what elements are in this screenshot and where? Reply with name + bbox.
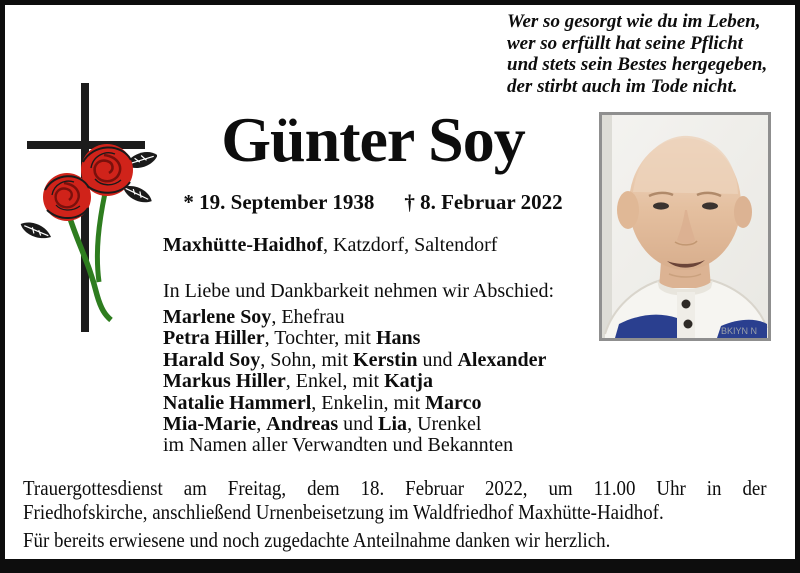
mourner-line: Mia-Marie, Andreas und Lia, Urenkel bbox=[163, 413, 482, 436]
service-info-block bbox=[23, 476, 767, 552]
places-line: Maxhütte-Haidhof, Katzdorf, Saltendorf bbox=[163, 234, 498, 256]
service-lines bbox=[23, 476, 767, 524]
thanks-line: Für bereits erwiesene und noch zugedachte Anteilnahme danken wir herzlich. bbox=[23, 528, 611, 552]
mourner-line: Harald Soy, Sohn, mit Kerstin und Alexander bbox=[163, 348, 547, 371]
portrait-photo-art bbox=[599, 112, 771, 341]
poem-line: wer so erfüllt hat seine Pflicht bbox=[507, 32, 743, 54]
photo-watermark: BKIYN N bbox=[721, 326, 758, 336]
birth-date: * 19. September 1938 bbox=[183, 190, 375, 214]
poem-line: Wer so gesorgt wie du im Leben, bbox=[507, 11, 761, 32]
mourners-list bbox=[163, 307, 554, 457]
mourner-line: Petra Hiller, Tochter, mit Hans bbox=[163, 327, 421, 350]
poem-line: der stirbt auch im Tode nicht. bbox=[507, 75, 738, 97]
life-dates bbox=[143, 190, 603, 215]
announcement-block bbox=[163, 234, 554, 457]
poem-line: und stets sein Bestes hergegeben, bbox=[507, 54, 768, 75]
mourner-line: Markus Hiller, Enkel, mit Katja bbox=[163, 370, 433, 393]
service-line: Trauergottesdienst am Freitag, dem 18. Februar 2022, um 11.00 Uhr in der bbox=[23, 476, 767, 500]
cross-with-roses-art bbox=[7, 57, 157, 339]
memorial-poem bbox=[507, 11, 767, 97]
mourner-line: im Namen aller Verwandten und Bekannten bbox=[163, 434, 514, 457]
deceased-name: Günter Soy bbox=[221, 104, 525, 175]
service-line: Friedhofskirche, anschließend Urnenbeisetzung im Waldfriedhof Maxhütte-Haidhof. bbox=[23, 500, 664, 524]
portrait-photo bbox=[599, 112, 771, 341]
mourner-line: Natalie Hammerl, Enkelin, mit Marco bbox=[163, 391, 482, 414]
cross-with-roses-icon bbox=[7, 57, 157, 339]
mourner-line: Marlene Soy, Ehefrau bbox=[163, 306, 345, 328]
farewell-line: In Liebe und Dankbarkeit nehmen wir Abschied: bbox=[163, 280, 554, 302]
death-date: † 8. Februar 2022 bbox=[404, 190, 563, 214]
